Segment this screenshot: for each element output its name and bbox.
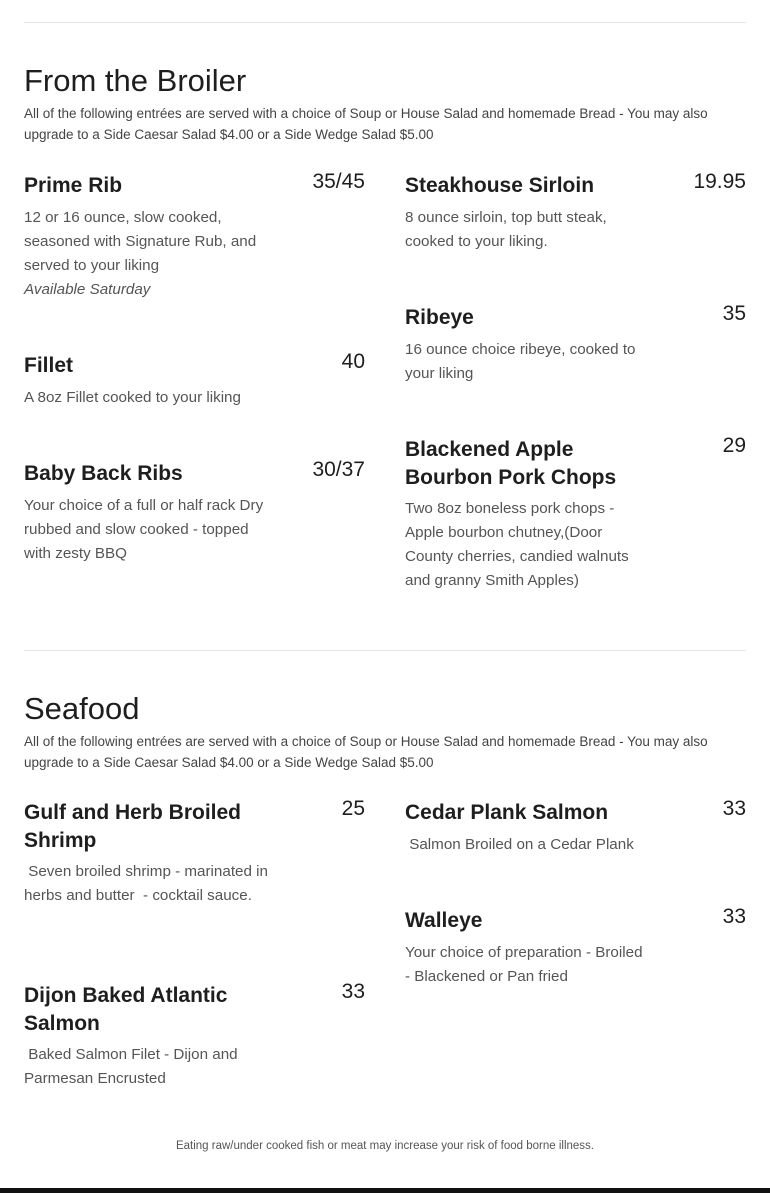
item-description: Baked Salmon Filet - Dijon and Parmesan Encrusted [24,1046,242,1087]
item-description: Seven broiled shrimp - marinated in herbs and butter - cocktail sauce. [24,863,273,904]
item-description: A 8oz Fillet cooked to your liking [24,388,241,406]
menu-item-shrimp [24,799,365,908]
item-price: 40 [341,350,365,373]
broiler-section-note: All of the following entrées are served with a choice of Soup or House Salad and homemade Bread - You may also upgrade to a Side Caesar Salad $4.00 or a Side Wedge Salad $5.00 [24,106,708,142]
item-description: Your choice of a full or half rack Dry rubbed and slow cooked - topped with zesty BBQ [24,496,268,562]
item-price: 19.95 [693,170,746,193]
seafood-section-header [24,691,746,773]
footer-bar [0,1188,770,1193]
item-name: Blackened Apple Bourbon Pork Chops [405,438,617,489]
menu-item-cedar-plank-salmon [405,799,746,857]
menu-item-ribeye [405,304,746,386]
item-price: 25 [341,797,365,820]
menu-item-walleye [405,907,746,989]
item-availability: Available Saturday [24,280,151,298]
item-price: 33 [341,980,365,1003]
item-name: Fillet [24,354,74,377]
section-divider [24,650,746,651]
menu-item-fillet [24,352,365,410]
item-price: 33 [722,797,746,820]
item-price: 35 [722,302,746,325]
item-description: Two 8oz boneless pork chops - Apple bourbon chutney,(Door County cherries, candied walnuts and granny Smith Apples) [405,500,633,589]
item-name: Walleye [405,909,483,932]
menu-item-baby-back-ribs [24,460,365,566]
food-safety-disclaimer: Eating raw/under cooked fish or meat may increase your risk of food borne illness. [175,1140,595,1152]
menu-item-steakhouse-sirloin [405,172,746,254]
broiler-section-header [24,63,746,145]
item-name: Ribeye [405,306,474,329]
menu-item-prime-rib [24,172,365,302]
item-price: 30/37 [312,458,365,481]
item-price: 33 [722,905,746,928]
item-description: Salmon Broiled on a Cedar Plank [405,835,634,853]
item-name: Steakhouse Sirloin [405,174,595,197]
broiler-section-title: From the Broiler [24,63,247,98]
top-divider [24,22,746,23]
seafood-section-title: Seafood [24,691,140,726]
item-description: 12 or 16 ounce, slow cooked, seasoned with Signature Rub, and served to your liking [24,208,261,274]
item-price: 29 [722,434,746,457]
item-description: 16 ounce choice ribeye, cooked to your liking [405,340,640,382]
seafood-section-note: All of the following entrées are served with a choice of Soup or House Salad and homemade Bread - You may also upgrade to a Side Caesar Salad $4.00 or a Side Wedge Salad $5.00 [24,734,708,770]
item-name: Baby Back Ribs [24,462,183,485]
item-name: Dijon Baked Atlantic Salmon [24,984,228,1035]
item-description: Your choice of preparation - Broiled - Blackened or Pan fried [405,943,647,985]
item-name: Prime Rib [24,174,123,197]
menu-item-pork-chops [405,436,746,593]
item-description: 8 ounce sirloin, top butt steak, cooked to your liking. [405,208,612,250]
item-name: Cedar Plank Salmon [405,801,609,824]
item-name: Gulf and Herb Broiled Shrimp [24,801,242,852]
menu-item-atlantic-salmon [24,982,365,1091]
item-price: 35/45 [312,170,365,193]
